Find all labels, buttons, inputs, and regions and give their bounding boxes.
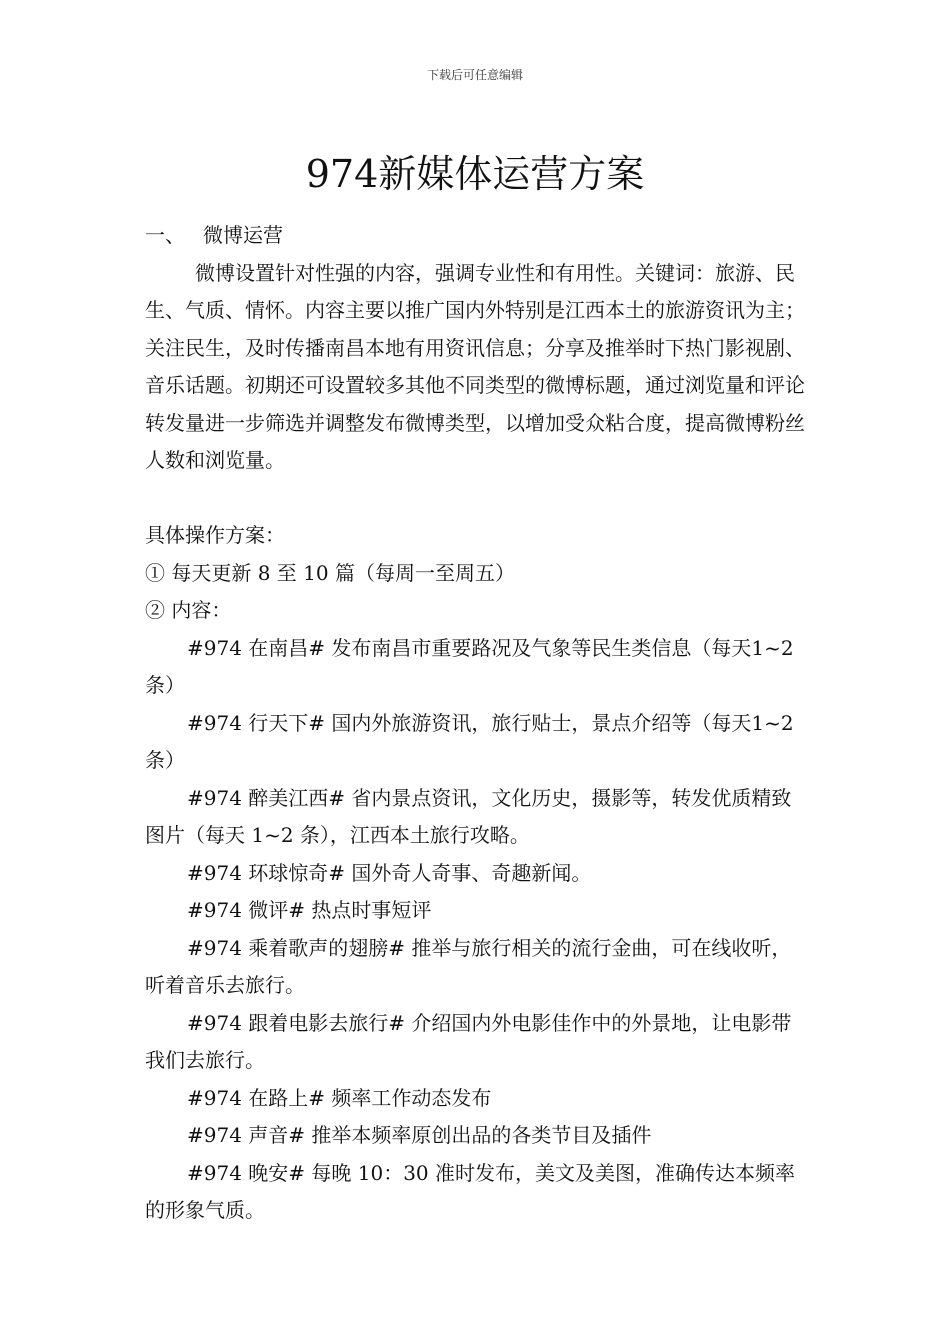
document-body — [145, 217, 807, 1230]
topic-item: #974 跟着电影去旅行# 介绍国内外电影佳作中的外景地，让电影带我们去旅行。 — [145, 1010, 792, 1072]
topic-item: #974 醉美江西# 省内景点资讯，文化历史，摄影等，转发优质精致图片（每天 1~2 条），江西本土旅行攻略。 — [145, 785, 792, 847]
topic-item: #974 微评# 热点时事短评 — [187, 898, 432, 922]
topic-item: #974 行天下# 国内外旅游资讯，旅行贴士，景点介绍等（每天1~2 条） — [145, 710, 794, 772]
topic-item: #974 环球惊奇# 国外奇人奇事、奇趣新闻。 — [187, 860, 592, 885]
topic-item: #974 在路上# 频率工作动态发布 — [187, 1085, 492, 1110]
header-note: 下载后可任意编辑 — [426, 68, 523, 82]
topic-item: #974 在南昌# 发布南昌市重要路况及气象等民生类信息（每天1~2 条） — [145, 635, 794, 697]
section-number: 一、 — [145, 223, 185, 247]
topic-item: #974 声音# 推举本频率原创出品的各类节目及插件 — [187, 1123, 652, 1147]
section-heading-weibo — [145, 217, 807, 255]
section-intro-paragraph: 微博设置针对性强的内容，强调专业性和有用性。关键词：旅游、民生、气质、情怀。内容主要以推广国内外特别是江西本土的旅游资讯为主；关注民生，及时传播南昌本地有用资讯信息；分享及推举时下热门影视剧、音乐话题。初期还可设置较多其他不同类型的微博标题，通过浏览量和评论转发量进一步筛选并调整发布微博类型，以增加受众粘合度，提高微博粉丝人数和浏览量。 — [145, 260, 805, 472]
plan-item-frequency: ① 每天更新 8 至 10 篇（每周一至周五） — [145, 560, 515, 585]
section-title: 微博运营 — [203, 223, 283, 247]
plan-heading: 具体操作方案： — [145, 523, 285, 547]
topic-item: #974 晚安# 每晚 10：30 准时发布，美文及美图，准确传达本频率的形象气质。 — [145, 1160, 796, 1222]
document-title: 974新媒体运营方案 — [305, 152, 645, 196]
topic-item: #974 乘着歌声的翅膀# 推举与旅行相关的流行金曲，可在线收听，听着音乐去旅行。 — [145, 935, 792, 997]
paragraph-spacer — [145, 480, 807, 518]
plan-item-content: ② 内容： — [145, 598, 232, 622]
